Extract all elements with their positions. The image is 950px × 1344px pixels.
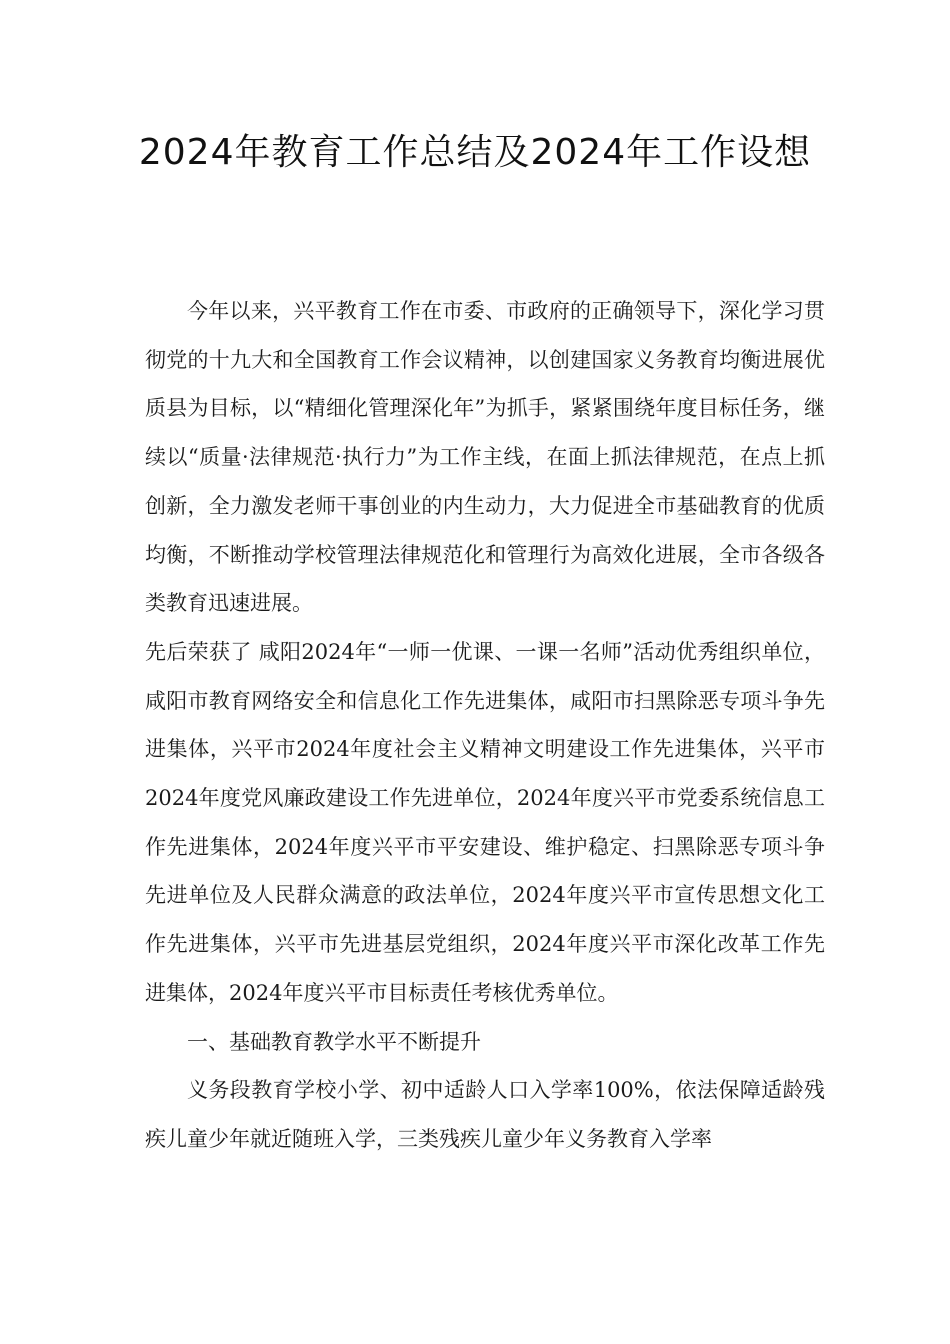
document-title: 2024年教育工作总结及2024年工作设想 [138, 132, 812, 173]
document-body [145, 287, 825, 1164]
intro-paragraph: 今年以来，兴平教育工作在市委、市政府的正确领导下，深化学习贯彻党的十九大和全国教育工作会议精神，以创建国家义务教育均衡进展优质县为目标，以“精细化管理深化年”为抓手，紧紧围绕年度目标任务，继续以“质量·法律规范·执行力”为工作主线，在面上抓法律规范，在点上抓创新，全力激发老师干事创业的内生动力，大力促进全市基础教育的优质均衡，不断推动学校管理法律规范化和管理行为高效化进展，全市各级各类教育迅速进展。 [145, 299, 825, 616]
section-paragraph: 义务段教育学校小学、初中适龄人口入学率100%，依法保障适龄残疾儿童少年就近随班入学，三类残疾儿童少年义务教育入学率 [145, 1078, 825, 1151]
awards-paragraph: 先后荣获了 咸阳2024年“一师一优课、一课一名师”活动优秀组织单位，咸阳市教育网络安全和信息化工作先进集体，咸阳市扫黑除恶专项斗争先进集体，兴平市2024年度社会主义精神文明建设工作先进集体，兴平市2024年度党风廉政建设工作先进单位，2024年度兴平市党委系统信息工作先进集体，2024年度兴平市平安建设、维护稳定、扫黑除恶专项斗争先进单位及人民群众满意的政法单位，2024年度兴平市宣传思想文化工作先进集体，兴平市先进基层党组织，2024年度兴平市深化改革工作先进集体，2024年度兴平市目标责任考核优秀单位。 [145, 639, 825, 1005]
section-heading: 一、基础教育教学水平不断提升 [187, 1029, 481, 1054]
